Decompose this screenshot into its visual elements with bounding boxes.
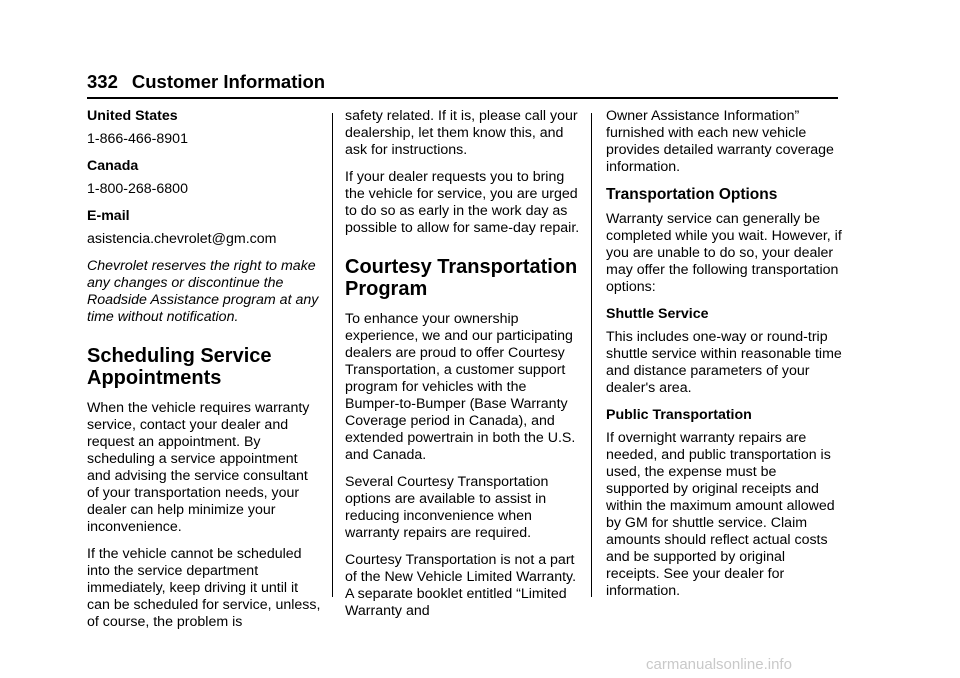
column-3 <box>606 108 842 610</box>
column-1 <box>87 108 323 641</box>
column-2 <box>345 108 581 630</box>
page-header <box>87 70 325 94</box>
dealer-request-paragraph: If your dealer requests you to bring the vehicle for service, you are urged to do so as early in the work day as possible to allow for same-day repair. <box>345 169 580 236</box>
courtesy-heading: Courtesy Transportation Program <box>345 256 578 300</box>
header-rule <box>87 97 838 99</box>
us-phone: 1-866-466-8901 <box>87 131 188 147</box>
transportation-options-heading: Transportation Options <box>606 186 778 203</box>
public-transportation-paragraph: If overnight warranty repairs are needed, and public transportation is used, the expense must be supported by original receipts and within the maximum amount allowed by GM for shuttle service. Claim amounts should reflect actual costs and be supported by original receipts. See your dealer for information. <box>606 430 835 599</box>
shuttle-service-paragraph: This includes one-way or round-trip shuttle service within reasonable time and distance parameters of your dealer's area. <box>606 329 842 396</box>
courtesy-paragraph-2: Several Courtesy Transportation options are available to assist in reducing inconvenience when warranty repairs are required. <box>345 474 549 541</box>
email-label: E-mail <box>87 208 130 224</box>
public-transportation-label: Public Transportation <box>606 407 752 423</box>
section-title: Customer Information <box>131 71 326 92</box>
courtesy-paragraph-3: Courtesy Transportation is not a part of the New Vehicle Limited Warranty. A separate booklet entitled “Limited Warranty and <box>345 552 577 619</box>
scheduling-paragraph-2: If the vehicle cannot be scheduled into the service department immediately, keep driving it until it can be scheduled for service, unless, of course, the problem is <box>87 546 321 630</box>
canada-phone: 1-800-268-6800 <box>87 181 188 197</box>
shuttle-service-label: Shuttle Service <box>606 306 709 322</box>
scheduling-heading: Scheduling Service Appointments <box>87 345 272 389</box>
courtesy-paragraph-1: To enhance your ownership experience, we and our participating dealers are proud to offer Courtesy Transportation, a customer support program for vehicles with the Bumper-to-Bumper (Base Warranty Coverage period in Canada), and extended powertrain in both the U.S. and Canada. <box>345 311 576 463</box>
watermark: carmanualsonline.info <box>646 656 792 673</box>
page-number: 332 <box>87 71 118 92</box>
canada-label: Canada <box>87 158 139 174</box>
email-address: asistencia.chevrolet@gm.com <box>87 231 277 247</box>
column-divider-1 <box>332 113 333 597</box>
scheduling-paragraph-1: When the vehicle requires warranty service, contact your dealer and request an appointment. By scheduling a service appointment and advising the service consultant of your transportation needs, your dealer can help minimize your inconvenience. <box>87 400 310 535</box>
us-label: United States <box>87 108 178 124</box>
continued-paragraph: Owner Assistance Information” furnished with each new vehicle provides detailed warranty coverage information. <box>606 108 834 175</box>
transportation-paragraph: Warranty service can generally be completed while you wait. However, if you are unable to do so, your dealer may offer the following transportation options: <box>606 211 842 295</box>
column-divider-2 <box>591 113 592 597</box>
continued-paragraph: safety related. If it is, please call your dealership, let them know this, and ask for instructions. <box>345 108 578 158</box>
roadside-disclaimer: Chevrolet reserves the right to make any changes or discontinue the Roadside Assistance program at any time without notification. <box>87 258 319 325</box>
